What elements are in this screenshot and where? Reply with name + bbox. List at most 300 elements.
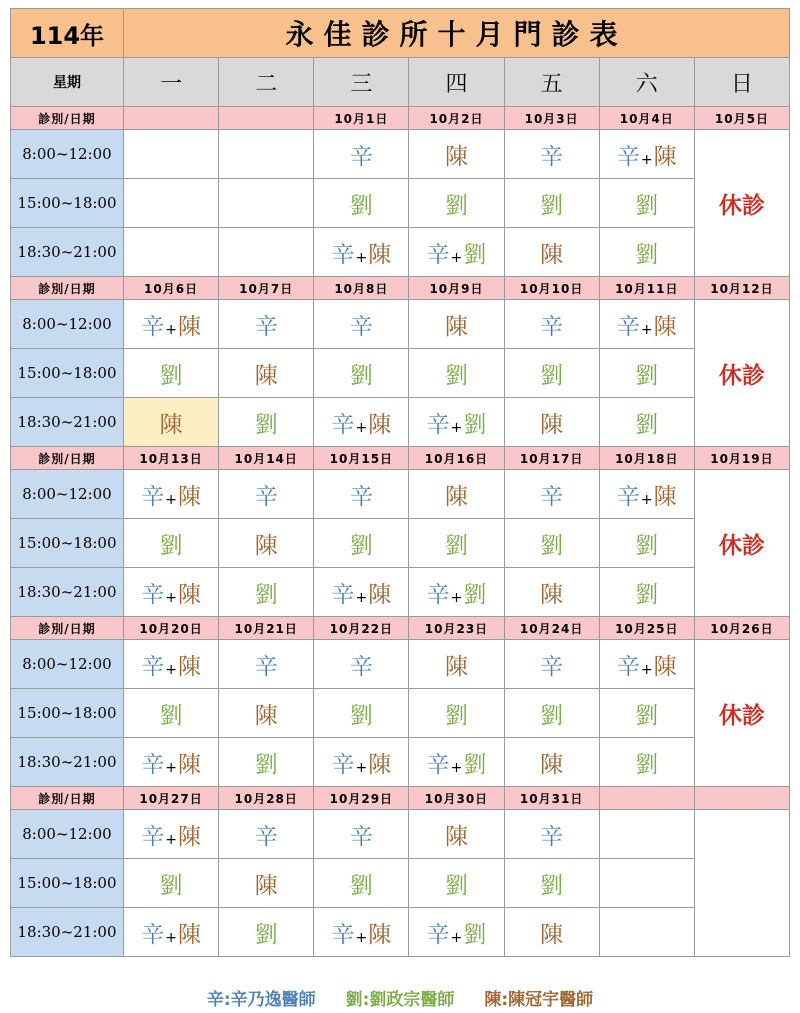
doctor-mark: 陳 bbox=[653, 483, 677, 510]
plus-sign: + bbox=[450, 249, 463, 266]
date-cell bbox=[124, 107, 219, 130]
time-slot-label: 8:00~12:00 bbox=[11, 640, 124, 689]
schedule-cell bbox=[409, 568, 504, 617]
doctor-mark: 陳 bbox=[177, 921, 201, 948]
doctor-mark: 陳 bbox=[159, 411, 183, 438]
date-cell: 10月31日 bbox=[504, 787, 599, 810]
time-slot-row bbox=[11, 228, 790, 277]
schedule-cell bbox=[219, 179, 314, 228]
doctor-mark: 劉 bbox=[635, 192, 659, 219]
schedule-cell bbox=[219, 470, 314, 519]
section-label: 診別/日期 bbox=[11, 617, 124, 640]
doctor-mark: 劉 bbox=[349, 532, 373, 559]
schedule-cell bbox=[314, 398, 409, 447]
date-cell: 10月7日 bbox=[219, 277, 314, 300]
schedule-cell bbox=[219, 640, 314, 689]
schedule-cell bbox=[599, 519, 694, 568]
date-cell: 10月26日 bbox=[694, 617, 789, 640]
schedule-cell bbox=[314, 738, 409, 787]
clinic-schedule-table bbox=[10, 8, 790, 957]
schedule-cell bbox=[599, 228, 694, 277]
schedule-cell bbox=[504, 349, 599, 398]
doctor-mark: 劉 bbox=[635, 702, 659, 729]
schedule-cell bbox=[599, 859, 694, 908]
date-cell bbox=[599, 787, 694, 810]
schedule-cell bbox=[504, 519, 599, 568]
date-cell: 10月12日 bbox=[694, 277, 789, 300]
time-slot-label: 8:00~12:00 bbox=[11, 130, 124, 179]
date-cell: 10月22日 bbox=[314, 617, 409, 640]
doctor-mark: 陳 bbox=[254, 702, 278, 729]
schedule-cell bbox=[314, 519, 409, 568]
plus-sign: + bbox=[165, 929, 177, 946]
schedule-cell bbox=[219, 859, 314, 908]
doctor-mark: 陳 bbox=[177, 581, 201, 608]
time-slot-label: 8:00~12:00 bbox=[11, 300, 124, 349]
date-cell: 10月15日 bbox=[314, 447, 409, 470]
doctor-mark: 陳 bbox=[177, 313, 201, 340]
time-slot-row bbox=[11, 470, 790, 519]
doctor-mark: 劉 bbox=[444, 872, 468, 899]
doctor-mark: 辛 bbox=[141, 653, 165, 680]
doctor-mark: 辛 bbox=[540, 653, 564, 680]
doctor-mark: 辛 bbox=[254, 313, 278, 340]
doctor-mark: 辛 bbox=[426, 241, 450, 268]
doctor-mark: 辛 bbox=[349, 823, 373, 850]
schedule-cell bbox=[599, 640, 694, 689]
schedule-cell bbox=[219, 228, 314, 277]
doctor-mark: 劉 bbox=[159, 532, 183, 559]
doctor-mark: 辛 bbox=[426, 411, 450, 438]
doctor-mark: 劉 bbox=[349, 872, 373, 899]
schedule-cell bbox=[409, 738, 504, 787]
doctor-mark: 辛 bbox=[141, 751, 165, 778]
doctor-mark: 劉 bbox=[635, 751, 659, 778]
date-cell: 10月10日 bbox=[504, 277, 599, 300]
doctor-mark: 陳 bbox=[368, 921, 392, 948]
doctor-mark: 辛 bbox=[540, 143, 564, 170]
plus-sign: + bbox=[165, 661, 177, 678]
time-slot-row bbox=[11, 349, 790, 398]
doctor-mark: 劉 bbox=[635, 411, 659, 438]
sunday-closed-label: 休診 bbox=[694, 130, 789, 277]
time-slot-label: 8:00~12:00 bbox=[11, 810, 124, 859]
schedule-cell bbox=[314, 349, 409, 398]
schedule-cell bbox=[599, 398, 694, 447]
weekday-fri: 五 bbox=[504, 58, 599, 107]
time-slot-label: 15:00~18:00 bbox=[11, 349, 124, 398]
doctor-mark: 辛 bbox=[540, 823, 564, 850]
schedule-cell bbox=[599, 470, 694, 519]
doctor-mark: 辛 bbox=[349, 143, 373, 170]
schedule-cell bbox=[504, 300, 599, 349]
schedule-cell bbox=[219, 519, 314, 568]
doctor-mark: 陳 bbox=[540, 241, 564, 268]
date-cell: 10月29日 bbox=[314, 787, 409, 810]
date-row bbox=[11, 277, 790, 300]
year-label: 114年 bbox=[11, 9, 124, 58]
weekday-wed: 三 bbox=[314, 58, 409, 107]
date-cell: 10月3日 bbox=[504, 107, 599, 130]
doctor-mark: 辛 bbox=[254, 823, 278, 850]
doctor-mark: 辛 bbox=[141, 823, 165, 850]
time-slot-row bbox=[11, 689, 790, 738]
plus-sign: + bbox=[165, 491, 177, 508]
time-slot-row bbox=[11, 738, 790, 787]
time-slot-label: 8:00~12:00 bbox=[11, 470, 124, 519]
schedule-cell bbox=[314, 859, 409, 908]
time-slot-row bbox=[11, 859, 790, 908]
doctor-mark: 陳 bbox=[540, 411, 564, 438]
schedule-cell bbox=[219, 738, 314, 787]
plus-sign: + bbox=[355, 419, 368, 436]
doctor-mark: 劉 bbox=[463, 581, 487, 608]
doctor-mark: 辛 bbox=[141, 483, 165, 510]
sunday-closed-label: 休診 bbox=[694, 470, 789, 617]
schedule-cell bbox=[409, 300, 504, 349]
time-slot-label: 15:00~18:00 bbox=[11, 689, 124, 738]
doctor-mark: 辛 bbox=[426, 581, 450, 608]
date-cell: 10月4日 bbox=[599, 107, 694, 130]
plus-sign: + bbox=[355, 589, 368, 606]
schedule-cell bbox=[504, 228, 599, 277]
doctor-mark: 辛 bbox=[616, 483, 640, 510]
doctor-mark: 辛 bbox=[331, 921, 355, 948]
date-cell: 10月23日 bbox=[409, 617, 504, 640]
section-label: 診別/日期 bbox=[11, 787, 124, 810]
date-cell: 10月30日 bbox=[409, 787, 504, 810]
date-cell: 10月21日 bbox=[219, 617, 314, 640]
schedule-cell bbox=[124, 519, 219, 568]
schedule-cell bbox=[124, 470, 219, 519]
schedule-cell bbox=[504, 640, 599, 689]
schedule-cell bbox=[409, 130, 504, 179]
schedule-cell bbox=[124, 908, 219, 957]
schedule-cell bbox=[409, 470, 504, 519]
doctor-mark: 劉 bbox=[159, 872, 183, 899]
date-cell: 10月6日 bbox=[124, 277, 219, 300]
doctor-mark: 陳 bbox=[540, 581, 564, 608]
schedule-cell bbox=[409, 349, 504, 398]
weekday-sat: 六 bbox=[599, 58, 694, 107]
doctor-mark: 陳 bbox=[254, 532, 278, 559]
schedule-cell bbox=[599, 689, 694, 738]
time-slot-label: 15:00~18:00 bbox=[11, 179, 124, 228]
doctor-mark: 陳 bbox=[540, 751, 564, 778]
time-slot-row bbox=[11, 810, 790, 859]
doctor-mark: 陳 bbox=[177, 751, 201, 778]
schedule-cell bbox=[599, 300, 694, 349]
date-cell: 10月2日 bbox=[409, 107, 504, 130]
time-slot-row bbox=[11, 398, 790, 447]
doctor-mark: 劉 bbox=[635, 362, 659, 389]
date-cell: 10月19日 bbox=[694, 447, 789, 470]
schedule-cell bbox=[504, 859, 599, 908]
doctor-mark: 劉 bbox=[635, 532, 659, 559]
plus-sign: + bbox=[165, 759, 177, 776]
doctor-mark: 劉 bbox=[349, 702, 373, 729]
weekday-mon: 一 bbox=[124, 58, 219, 107]
schedule-cell bbox=[599, 179, 694, 228]
doctor-mark: 辛 bbox=[331, 751, 355, 778]
doctor-mark: 辛 bbox=[540, 313, 564, 340]
sunday-closed-label: 休診 bbox=[694, 300, 789, 447]
schedule-cell bbox=[599, 908, 694, 957]
plus-sign: + bbox=[165, 831, 177, 848]
schedule-cell bbox=[124, 398, 219, 447]
doctor-mark: 劉 bbox=[463, 241, 487, 268]
schedule-cell bbox=[504, 738, 599, 787]
doctor-mark: 辛 bbox=[254, 483, 278, 510]
schedule-cell bbox=[219, 300, 314, 349]
doctor-mark: 辛 bbox=[141, 581, 165, 608]
date-row bbox=[11, 107, 790, 130]
time-slot-row bbox=[11, 130, 790, 179]
time-slot-row bbox=[11, 519, 790, 568]
schedule-cell bbox=[124, 300, 219, 349]
schedule-cell bbox=[504, 810, 599, 859]
doctor-mark: 劉 bbox=[444, 192, 468, 219]
schedule-cell bbox=[409, 179, 504, 228]
plus-sign: + bbox=[450, 929, 463, 946]
doctor-mark: 辛 bbox=[349, 653, 373, 680]
doctor-mark: 陳 bbox=[444, 143, 468, 170]
time-slot-label: 15:00~18:00 bbox=[11, 519, 124, 568]
doctor-mark: 陳 bbox=[368, 581, 392, 608]
date-cell: 10月1日 bbox=[314, 107, 409, 130]
doctor-mark: 劉 bbox=[463, 751, 487, 778]
schedule-cell bbox=[219, 689, 314, 738]
doctor-mark: 辛 bbox=[331, 581, 355, 608]
date-cell bbox=[219, 107, 314, 130]
doctor-mark: 陳 bbox=[368, 751, 392, 778]
legend-item-xin: 辛:辛乃逸醫師 bbox=[206, 990, 316, 1010]
schedule-cell bbox=[504, 689, 599, 738]
schedule-cell bbox=[504, 398, 599, 447]
schedule-cell bbox=[314, 810, 409, 859]
doctor-mark: 劉 bbox=[349, 192, 373, 219]
schedule-cell bbox=[124, 349, 219, 398]
schedule-cell bbox=[504, 130, 599, 179]
schedule-cell bbox=[314, 908, 409, 957]
doctor-mark: 辛 bbox=[254, 653, 278, 680]
schedule-cell bbox=[219, 398, 314, 447]
doctor-mark: 辛 bbox=[616, 313, 640, 340]
doctor-mark: 劉 bbox=[463, 411, 487, 438]
schedule-cell bbox=[409, 810, 504, 859]
schedule-cell bbox=[599, 568, 694, 617]
date-cell: 10月16日 bbox=[409, 447, 504, 470]
schedule-cell bbox=[124, 179, 219, 228]
doctor-mark: 劉 bbox=[463, 921, 487, 948]
doctor-mark: 陳 bbox=[254, 362, 278, 389]
doctor-mark: 劉 bbox=[444, 532, 468, 559]
doctor-mark: 辛 bbox=[426, 921, 450, 948]
section-label: 診別/日期 bbox=[11, 447, 124, 470]
doctor-mark: 劉 bbox=[254, 411, 278, 438]
doctor-mark: 陳 bbox=[653, 653, 677, 680]
schedule-cell bbox=[409, 398, 504, 447]
schedule-cell bbox=[124, 859, 219, 908]
time-slot-label: 18:30~21:00 bbox=[11, 908, 124, 957]
doctor-mark: 辛 bbox=[331, 411, 355, 438]
schedule-cell bbox=[409, 908, 504, 957]
plus-sign: + bbox=[640, 321, 653, 338]
plus-sign: + bbox=[355, 249, 368, 266]
date-cell bbox=[694, 787, 789, 810]
date-row bbox=[11, 787, 790, 810]
doctor-mark: 辛 bbox=[141, 921, 165, 948]
doctor-mark: 陳 bbox=[254, 872, 278, 899]
weekday-label: 星期 bbox=[11, 58, 124, 107]
doctor-mark: 劉 bbox=[349, 362, 373, 389]
schedule-cell bbox=[599, 810, 694, 859]
legend-item-chen: 陳:陳冠宇醫師 bbox=[484, 990, 594, 1010]
weekday-tue: 二 bbox=[219, 58, 314, 107]
doctor-mark: 陳 bbox=[653, 313, 677, 340]
schedule-cell bbox=[314, 640, 409, 689]
date-row bbox=[11, 447, 790, 470]
doctor-mark: 陳 bbox=[368, 241, 392, 268]
schedule-cell bbox=[314, 689, 409, 738]
doctor-mark: 辛 bbox=[331, 241, 355, 268]
date-cell: 10月25日 bbox=[599, 617, 694, 640]
doctor-mark: 陳 bbox=[444, 823, 468, 850]
doctor-mark: 劉 bbox=[635, 581, 659, 608]
doctor-mark: 陳 bbox=[177, 653, 201, 680]
plus-sign: + bbox=[355, 929, 368, 946]
doctor-mark: 辛 bbox=[349, 313, 373, 340]
doctor-mark: 劉 bbox=[540, 362, 564, 389]
doctor-mark: 劉 bbox=[540, 702, 564, 729]
sunday-cell bbox=[694, 810, 789, 957]
date-row bbox=[11, 617, 790, 640]
schedule-cell bbox=[409, 689, 504, 738]
time-slot-row bbox=[11, 179, 790, 228]
schedule-cell bbox=[504, 908, 599, 957]
title-row bbox=[11, 9, 790, 58]
schedule-cell bbox=[599, 738, 694, 787]
schedule-cell bbox=[314, 300, 409, 349]
doctor-mark: 辛 bbox=[616, 143, 640, 170]
schedule-cell bbox=[409, 228, 504, 277]
schedule-cell bbox=[314, 568, 409, 617]
schedule-cell bbox=[314, 130, 409, 179]
plus-sign: + bbox=[165, 589, 177, 606]
date-cell: 10月9日 bbox=[409, 277, 504, 300]
plus-sign: + bbox=[640, 491, 653, 508]
schedule-cell bbox=[124, 568, 219, 617]
doctor-mark: 辛 bbox=[141, 313, 165, 340]
schedule-cell bbox=[219, 349, 314, 398]
date-cell: 10月14日 bbox=[219, 447, 314, 470]
doctor-mark: 陳 bbox=[444, 483, 468, 510]
schedule-cell bbox=[219, 568, 314, 617]
date-cell: 10月11日 bbox=[599, 277, 694, 300]
doctor-mark: 陳 bbox=[177, 483, 201, 510]
plus-sign: + bbox=[640, 661, 653, 678]
plus-sign: + bbox=[450, 589, 463, 606]
doctor-mark: 陳 bbox=[368, 411, 392, 438]
plus-sign: + bbox=[450, 759, 463, 776]
doctor-mark: 陳 bbox=[444, 653, 468, 680]
doctor-mark: 陳 bbox=[177, 823, 201, 850]
schedule-cell bbox=[314, 470, 409, 519]
doctor-mark: 陳 bbox=[653, 143, 677, 170]
schedule-cell bbox=[124, 640, 219, 689]
schedule-cell bbox=[124, 130, 219, 179]
schedule-cell bbox=[124, 810, 219, 859]
time-slot-label: 18:30~21:00 bbox=[11, 738, 124, 787]
date-cell: 10月28日 bbox=[219, 787, 314, 810]
weekday-header-row bbox=[11, 58, 790, 107]
date-cell: 10月13日 bbox=[124, 447, 219, 470]
doctor-mark: 劉 bbox=[159, 362, 183, 389]
date-cell: 10月27日 bbox=[124, 787, 219, 810]
doctor-mark: 辛 bbox=[349, 483, 373, 510]
legend-item-liu: 劉:劉政宗醫師 bbox=[345, 990, 455, 1010]
time-slot-label: 15:00~18:00 bbox=[11, 859, 124, 908]
time-slot-row bbox=[11, 640, 790, 689]
doctor-mark: 劉 bbox=[254, 581, 278, 608]
plus-sign: + bbox=[450, 419, 463, 436]
section-label: 診別/日期 bbox=[11, 277, 124, 300]
date-cell: 10月17日 bbox=[504, 447, 599, 470]
schedule-cell bbox=[314, 179, 409, 228]
date-cell: 10月5日 bbox=[694, 107, 789, 130]
schedule-cell bbox=[219, 130, 314, 179]
schedule-cell bbox=[314, 228, 409, 277]
schedule-cell bbox=[219, 908, 314, 957]
date-cell: 10月20日 bbox=[124, 617, 219, 640]
schedule-cell bbox=[124, 228, 219, 277]
schedule-cell bbox=[124, 738, 219, 787]
schedule-cell bbox=[504, 470, 599, 519]
time-slot-row bbox=[11, 300, 790, 349]
date-cell: 10月18日 bbox=[599, 447, 694, 470]
weekday-thu: 四 bbox=[409, 58, 504, 107]
time-slot-row bbox=[11, 568, 790, 617]
schedule-cell bbox=[409, 519, 504, 568]
doctor-mark: 劉 bbox=[159, 702, 183, 729]
doctor-legend bbox=[0, 985, 800, 1010]
plus-sign: + bbox=[165, 321, 177, 338]
doctor-mark: 辛 bbox=[426, 751, 450, 778]
doctor-mark: 劉 bbox=[444, 702, 468, 729]
time-slot-label: 18:30~21:00 bbox=[11, 398, 124, 447]
weekday-sun: 日 bbox=[694, 58, 789, 107]
schedule-cell bbox=[504, 179, 599, 228]
schedule-cell bbox=[599, 349, 694, 398]
date-cell: 10月8日 bbox=[314, 277, 409, 300]
schedule-cell bbox=[409, 859, 504, 908]
doctor-mark: 辛 bbox=[616, 653, 640, 680]
doctor-mark: 劉 bbox=[254, 751, 278, 778]
doctor-mark: 陳 bbox=[540, 921, 564, 948]
schedule-cell bbox=[219, 810, 314, 859]
page-title: 永佳診所十月門診表 bbox=[124, 9, 790, 58]
doctor-mark: 劉 bbox=[254, 921, 278, 948]
doctor-mark: 劉 bbox=[635, 241, 659, 268]
doctor-mark: 劉 bbox=[444, 362, 468, 389]
time-slot-row bbox=[11, 908, 790, 957]
doctor-mark: 陳 bbox=[444, 313, 468, 340]
section-label: 診別/日期 bbox=[11, 107, 124, 130]
doctor-mark: 劉 bbox=[540, 532, 564, 559]
doctor-mark: 辛 bbox=[540, 483, 564, 510]
plus-sign: + bbox=[355, 759, 368, 776]
sunday-closed-label: 休診 bbox=[694, 640, 789, 787]
